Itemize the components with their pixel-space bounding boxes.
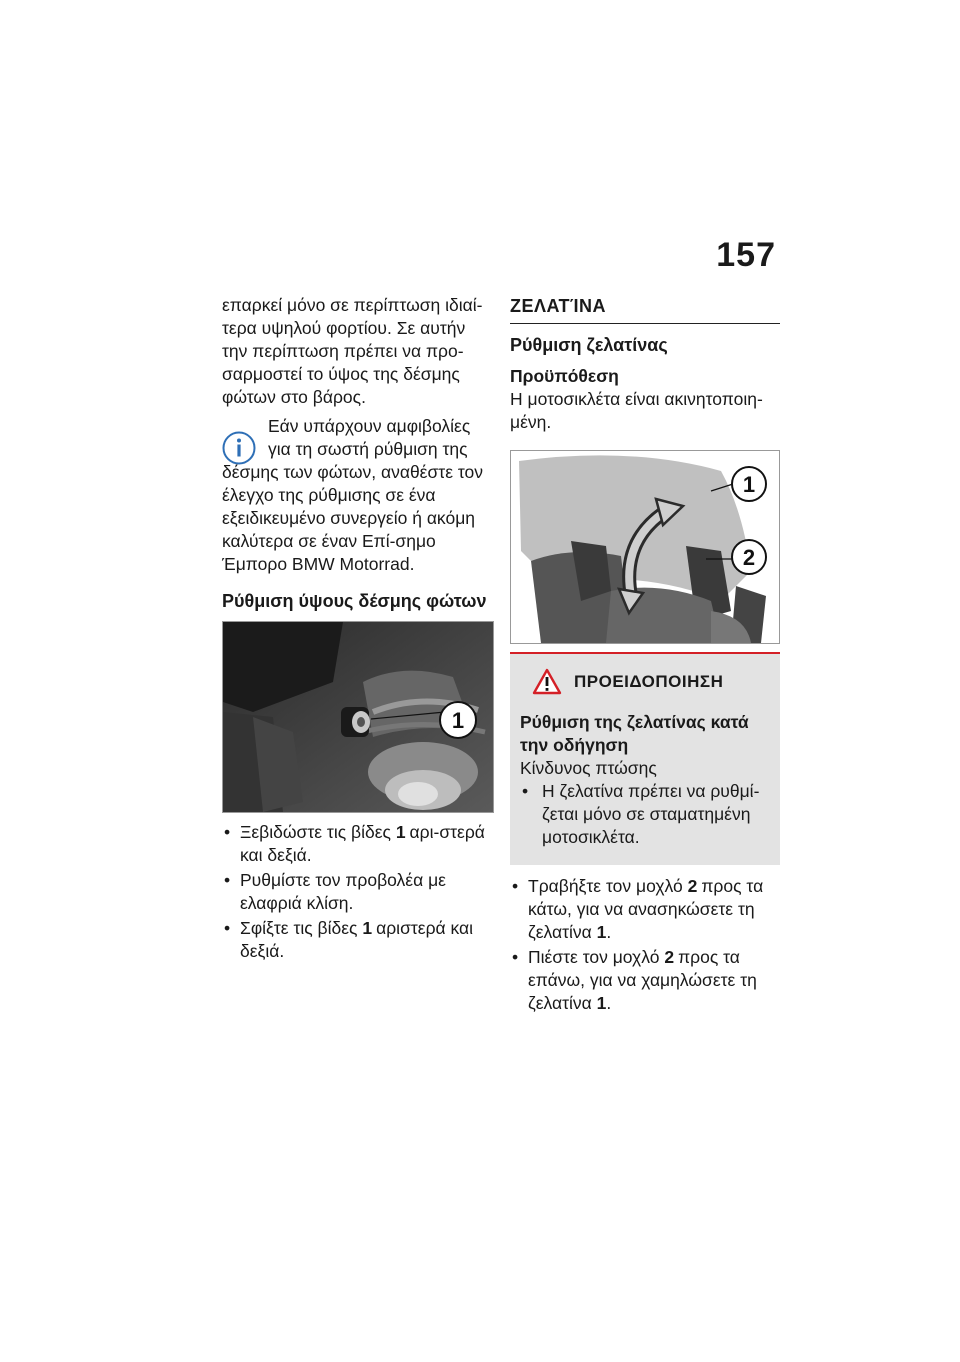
info-note [222,415,494,576]
windscreen-figure [510,450,780,644]
info-icon [222,431,256,465]
figure-callout-1: 1 [451,708,465,733]
figure-callout-2: 2 [742,545,756,570]
warning-list [520,780,770,849]
note-text: δέσμης των φώτων, αναθέστε τον έλεγχο της ρύθμισης σε ένα εξειδικευμένο συνεργείο ή ακόμη καλύτερα σε έναν Επί-σημο Έμπορο BMW Motorrad. [222,462,484,574]
note-line-1: Εάν υπάρχουν αμφιβολίες [268,416,471,436]
warning-label: ΠΡΟΕΙΔΟΠΟΙΗΣΗ [574,671,724,691]
intro-text: επαρκεί μόνο σε περίπτωση ιδιαί-τερα υψηλού φορτίου. Σε αυτήν την περίπτωση πρέπει να προ-σαρμοστεί το ύψος της δέσμης φώτων στο βάρος. [222,295,483,407]
step-3: • Σφίξτε τις βίδες 1 αριστερά και δεξιά. [222,917,494,963]
headlight-heading: Ρύθμιση ύψους δέσμης φώτων [222,591,487,611]
prerequisite-title: Προϋπόθεση [510,366,619,386]
note-line-2: για τη σωστή ρύθμιση της [268,439,468,459]
figure-callout-1: 1 [742,472,756,497]
step-2: • Ρυθμίστε τον προβολέα με ελαφριά κλίση. [222,869,494,915]
headlight-figure [222,621,494,813]
warning-risk: Κίνδυνος πτώσης [520,758,657,778]
warning-triangle-icon [532,668,562,695]
page-number: 157 [716,236,776,274]
step-1: • Ξεβιδώστε τις βίδες 1 αρι-στερά και δεξιά. [222,821,494,867]
windscreen-illustration [511,451,779,643]
lower-step: • Πιέστε τον μοχλό 2 προς τα επάνω, για να χαμηλώσετε τη ζελατίνα 1. [510,946,780,1015]
windscreen-subheading: Ρύθμιση ζελατίνας [510,335,668,355]
windscreen-steps [510,875,780,1015]
warning-title: Ρύθμιση της ζελατίνας κατά την οδήγηση [520,712,749,755]
headlight-illustration [223,622,493,812]
section-title: ΖΕΛΑΤΊΝΑ [510,294,780,324]
prerequisite-text: Η μοτοσικλέτα είναι ακινητοποιη-μένη. [510,389,763,432]
left-column [222,294,494,965]
raise-step: • Τραβήξτε τον μοχλό 2 προς τα κάτω, για να ανασηκώσετε τη ζελατίνα 1. [510,875,780,944]
warning-box [510,652,780,865]
warning-item: • Η ζελατίνα πρέπει να ρυθμί-ζεται μόνο σε σταματημένη μοτοσικλέτα. [520,780,770,849]
warning-header [520,668,770,695]
right-column [510,294,780,1017]
headlight-steps [222,821,494,963]
